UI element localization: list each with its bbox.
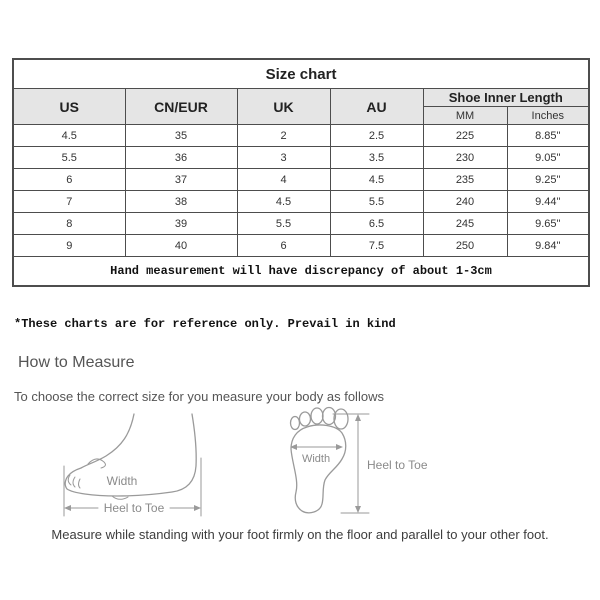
how-to-measure-intro: To choose the correct size for you measure your body as follows: [14, 389, 384, 404]
table-cell: 9.44": [507, 191, 589, 213]
table-cell: 8.85": [507, 125, 589, 147]
table-cell: 9.65": [507, 213, 589, 235]
toe-lines: [68, 475, 80, 488]
table-row: [13, 191, 589, 213]
column-header-uk: UK: [237, 89, 330, 125]
table-cell: 36: [125, 147, 237, 169]
table-cell: 6.5: [330, 213, 423, 235]
size-chart-table: [12, 58, 590, 287]
table-cell: 5.5: [13, 147, 125, 169]
table-cell: 2: [237, 125, 330, 147]
footprint-outline: [291, 425, 346, 513]
reference-note: *These charts are for reference only. Prevail in kind: [14, 317, 396, 331]
table-cell: 39: [125, 213, 237, 235]
table-cell: 240: [423, 191, 507, 213]
table-body: [13, 125, 589, 257]
table-cell: 4.5: [330, 169, 423, 191]
table-cell: 230: [423, 147, 507, 169]
table-cell: 2.5: [330, 125, 423, 147]
how-to-measure-heading: How to Measure: [18, 354, 135, 371]
measure-caption: Measure while standing with your foot firmly on the floor and parallel to your other foot.: [51, 527, 549, 542]
table-cell: 9: [13, 235, 125, 257]
table-cell: 3.5: [330, 147, 423, 169]
arrowhead-left: [64, 505, 71, 511]
table-cell: 225: [423, 125, 507, 147]
table-title-row: [13, 59, 589, 89]
column-header-us: US: [13, 89, 125, 125]
arrowhead-right: [194, 505, 201, 511]
column-header-au: AU: [330, 89, 423, 125]
foot-side-view-diagram: [60, 412, 210, 524]
column-header-mm: MM: [423, 107, 507, 125]
footprint-width-label: Width: [301, 453, 331, 465]
table-header-row: [13, 89, 589, 107]
column-header-cneur: CN/EUR: [125, 89, 237, 125]
table-cell: 235: [423, 169, 507, 191]
footprint-diagram: [283, 405, 433, 520]
toe-4: [323, 408, 336, 425]
side-heel-to-toe-label: Heel to Toe: [103, 501, 165, 515]
big-toe: [334, 409, 348, 429]
width-arrowhead-right: [336, 444, 343, 450]
table-row: [13, 147, 589, 169]
table-cell: 5.5: [330, 191, 423, 213]
table-cell: 5.5: [237, 213, 330, 235]
side-width-label: Width: [106, 474, 138, 488]
table-cell: 9.25": [507, 169, 589, 191]
table-row: [13, 213, 589, 235]
table-footnote: Hand measurement will have discrepancy of about 1-3cm: [13, 257, 589, 287]
table-cell: 6: [13, 169, 125, 191]
table-cell: 3: [237, 147, 330, 169]
toe-3: [311, 408, 323, 424]
table-cell: 9.05": [507, 147, 589, 169]
table-row: [13, 125, 589, 147]
table-cell: 35: [125, 125, 237, 147]
table-cell: 8: [13, 213, 125, 235]
table-cell: 6: [237, 235, 330, 257]
vertical-arrowhead-top: [355, 414, 361, 421]
table-cell: 38: [125, 191, 237, 213]
table-title: Size chart: [13, 59, 589, 89]
toe-2: [300, 412, 311, 426]
table-row: [13, 235, 589, 257]
toe-1: [291, 417, 300, 430]
column-header-inner-length: Shoe Inner Length: [423, 89, 589, 107]
table-cell: 9.84": [507, 235, 589, 257]
table-cell: 250: [423, 235, 507, 257]
table-cell: 245: [423, 213, 507, 235]
table-cell: 4.5: [237, 191, 330, 213]
table-cell: 4: [237, 169, 330, 191]
table-footnote-row: [13, 257, 589, 287]
table-cell: 7: [13, 191, 125, 213]
table-cell: 7.5: [330, 235, 423, 257]
table-row: [13, 169, 589, 191]
vertical-arrowhead-bottom: [355, 506, 361, 513]
table-cell: 37: [125, 169, 237, 191]
table-cell: 40: [125, 235, 237, 257]
table-cell: 4.5: [13, 125, 125, 147]
column-header-inches: Inches: [507, 107, 589, 125]
footprint-heel-to-toe-label: Heel to Toe: [367, 458, 428, 472]
